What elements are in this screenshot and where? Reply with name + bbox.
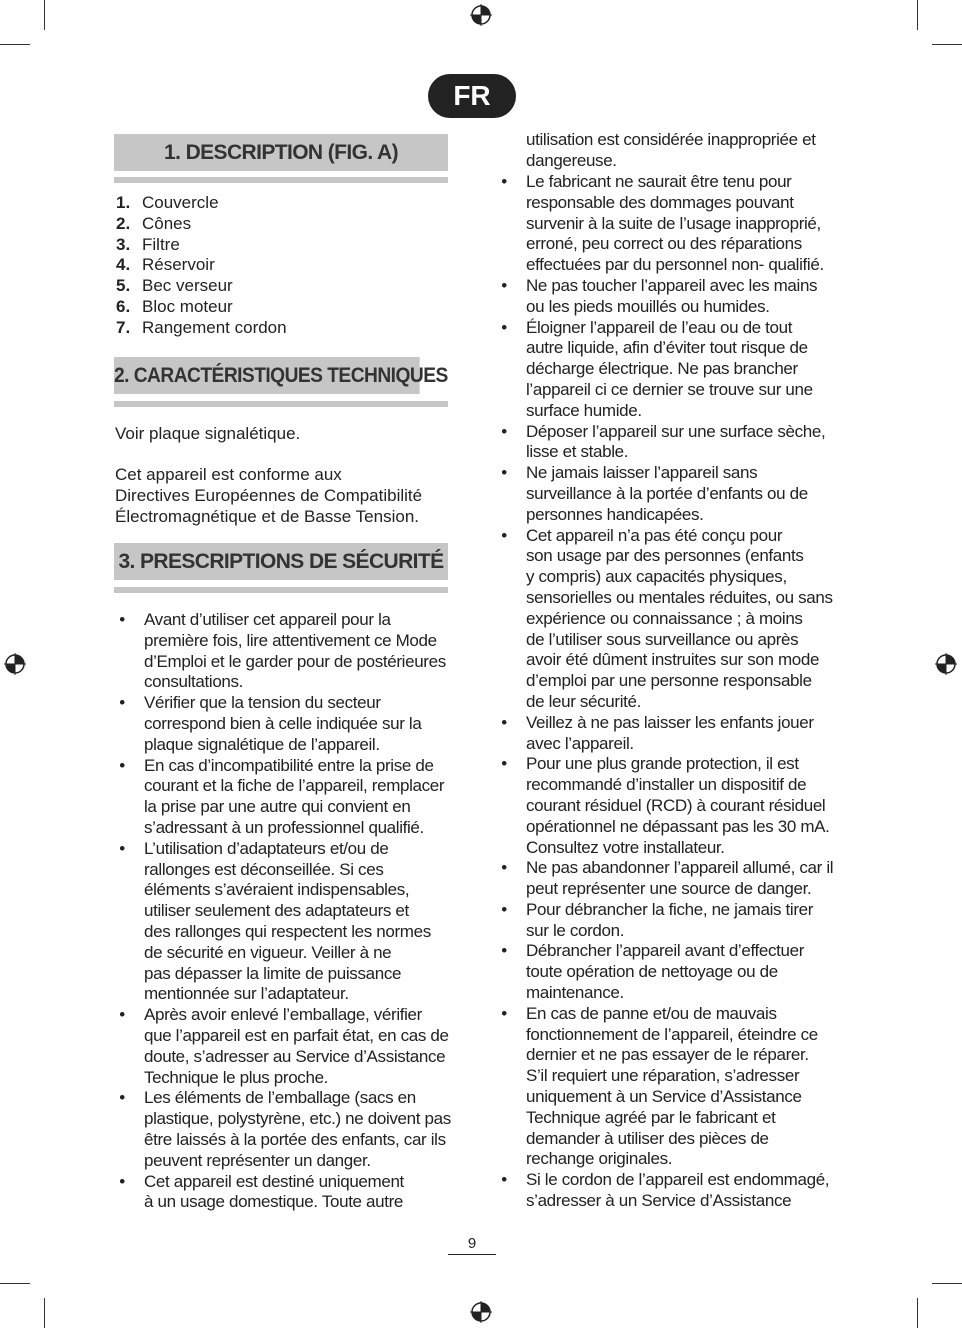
crop-mark	[932, 44, 962, 45]
text-line: recommandé d’installer un dispositif de	[526, 775, 807, 795]
text-line: de leur sécurité.	[526, 691, 642, 711]
page-number: 9	[467, 1235, 477, 1252]
text-line: courant et la fiche de l’appareil, remplacer	[144, 776, 445, 796]
text-line: peut représenter une source de danger.	[526, 879, 812, 899]
part-label: Cônes	[142, 213, 192, 233]
part-label: Filtre	[142, 234, 180, 254]
bullet-icon: •	[501, 1170, 507, 1190]
crop-mark	[917, 0, 918, 30]
bullet-icon: •	[501, 421, 507, 441]
text-line: Avant d’utiliser cet appareil pour la	[144, 610, 391, 629]
safety-bullet-item	[498, 941, 838, 1003]
heading-underline	[114, 401, 448, 407]
safety-bullet-item	[116, 756, 456, 839]
parts-list	[116, 193, 287, 339]
text-line: Consultez votre installateur.	[526, 837, 725, 857]
text-line: Électromagnétique et de Basse Tension.	[115, 506, 419, 526]
part-number: 4.	[116, 255, 131, 275]
text-line: avoir été dûment instruites sur son mode	[526, 650, 820, 670]
bullet-icon: •	[119, 1005, 125, 1025]
bullet-icon: •	[501, 899, 507, 919]
heading-underline	[114, 177, 448, 183]
part-item	[116, 255, 287, 276]
text-line: autre liquide, afin d’éviter tout risque de	[526, 338, 808, 358]
safety-bullet-item	[498, 318, 838, 422]
part-item	[116, 214, 287, 235]
registration-mark-icon	[935, 653, 957, 675]
text-line: L’utilisation d’adaptateurs et/ou de	[144, 838, 389, 858]
bullet-icon: •	[501, 463, 507, 483]
text-line: expérience ou connaissance ; à moins	[526, 608, 803, 628]
text-line: Si le cordon de l’appareil est endommagé,	[526, 1170, 830, 1190]
registration-mark-icon	[4, 653, 26, 675]
safety-bullet-item	[116, 1172, 456, 1214]
part-number: 7.	[116, 317, 131, 337]
safety-bullet-item	[116, 693, 456, 755]
text-line: de l’utiliser sous surveillance ou après	[526, 629, 799, 649]
text-line: mentionnée sur l’adaptateur.	[144, 984, 349, 1004]
safety-bullet-item	[498, 754, 838, 858]
part-item	[116, 318, 287, 339]
text-line: s’adressant à un professionnel qualifié.	[144, 817, 424, 837]
safety-bullet-item	[498, 172, 838, 276]
text-line: maintenance.	[526, 983, 624, 1003]
bullet-icon: •	[501, 1003, 507, 1023]
bullet-icon: •	[501, 275, 507, 295]
bullet-icon: •	[119, 755, 125, 775]
safety-bullet-item	[498, 713, 838, 755]
text-line: Déposer l’appareil sur une surface sèche,	[526, 421, 826, 441]
text-line: Technique agréé par le fabricant et	[526, 1107, 776, 1127]
language-badge: FR	[428, 74, 516, 118]
text-line: rallonges est déconseillée. Si ces	[144, 859, 384, 879]
part-number: 3.	[116, 234, 131, 254]
safety-bullet-item	[498, 1004, 838, 1170]
registration-mark-icon	[470, 1301, 492, 1323]
part-number: 1.	[116, 193, 131, 212]
text-line: première fois, lire attentivement ce Mode	[144, 630, 437, 650]
part-item	[116, 235, 287, 256]
bullet-icon: •	[119, 1088, 125, 1108]
section-heading-technical: 2. CARACTÉRISTIQUES TECHNIQUES	[114, 357, 420, 394]
text-line: Les éléments de l’emballage (sacs en	[144, 1088, 416, 1108]
safety-bullet-item	[116, 839, 456, 1005]
part-number: 6.	[116, 296, 131, 316]
safety-bullet-item	[116, 1088, 456, 1171]
text-line: l’appareil ci ce dernier se trouve sur une	[526, 379, 813, 399]
text-line: Pour une plus grande protection, il est	[526, 754, 799, 774]
bullet-icon: •	[119, 610, 125, 629]
text-line: erroné, peu correct ou des réparations	[526, 234, 802, 254]
text-line: sensorielles ou mentales réduites, ou sans	[526, 587, 833, 607]
bullet-icon: •	[119, 838, 125, 858]
text-line: demander à utiliser des pièces de	[526, 1128, 769, 1148]
text-line: correspond bien à celle indiquée sur la	[144, 713, 422, 733]
safety-bullet-item	[498, 900, 838, 942]
text-line: toute opération de nettoyage ou de	[526, 962, 778, 982]
crop-mark	[0, 44, 30, 45]
safety-bullet-list-right	[498, 172, 838, 1212]
text-line: doute, s’adresser au Service d’Assistance	[144, 1046, 446, 1066]
text-line: En cas de panne et/ou de mauvais	[526, 1003, 777, 1023]
rating-plate-note: Voir plaque signalétique.	[115, 424, 301, 443]
safety-bullet-item	[498, 526, 838, 713]
part-number: 2.	[116, 213, 131, 233]
text-line: Ne pas toucher l’appareil avec les mains	[526, 275, 818, 295]
text-line: Après avoir enlevé l’emballage, vérifier	[144, 1005, 422, 1025]
text-line: avec l’appareil.	[526, 733, 634, 753]
part-label: Bec verseur	[142, 276, 233, 296]
safety-bullet-item	[498, 276, 838, 318]
text-line: effectuées par du personnel non- qualifié.	[526, 255, 824, 275]
text-line: son usage par des personnes (enfants	[526, 546, 804, 566]
text-line: plastique, polystyrène, etc.) ne doivent pas	[144, 1109, 451, 1129]
safety-bullet-item	[498, 422, 838, 464]
text-line: survenir à la suite de l’usage inapproprié,	[526, 213, 821, 233]
text-line: dernier et ne pas essayer de le réparer.	[526, 1045, 809, 1065]
text-line: dangereuse.	[526, 150, 617, 170]
page-number-rule	[448, 1254, 496, 1255]
text-line: d’emploi par une personne responsable	[526, 671, 812, 691]
text-line: éléments s’avéraient indispensables,	[144, 880, 410, 900]
crop-mark	[917, 1298, 918, 1328]
text-line: de sécurité en vigueur. Veiller à ne	[144, 942, 392, 962]
text-line: être laissés à la portée des enfants, car ils	[144, 1129, 446, 1149]
text-line: décharge électrique. Ne pas brancher	[526, 359, 798, 379]
text-line: En cas d’incompatibilité entre la prise de	[144, 755, 434, 775]
bullet-icon: •	[119, 693, 125, 713]
text-line: la prise par une autre qui convient en	[144, 797, 411, 817]
text-line: Cet appareil n’a pas été conçu pour	[526, 525, 783, 545]
registration-mark-icon	[470, 4, 492, 26]
text-line: Ne jamais laisser l’appareil sans	[526, 463, 758, 483]
text-line: des rallonges qui respectent les normes	[144, 921, 431, 941]
text-line: Ne pas abandonner l’appareil allumé, car il	[526, 858, 834, 878]
section-heading-safety: 3. PRESCRIPTIONS DE SÉCURITÉ	[114, 543, 448, 580]
part-label: Bloc moteur	[142, 296, 233, 316]
text-line: sur le cordon.	[526, 920, 625, 940]
heading-underline	[114, 587, 448, 593]
text-line: fonctionnement de l’appareil, éteindre ce	[526, 1024, 818, 1044]
text-line: surface humide.	[526, 400, 642, 420]
continued-text	[526, 130, 836, 172]
text-line: Éloigner l’appareil de l’eau ou de tout	[526, 317, 793, 337]
safety-bullet-item	[116, 610, 456, 693]
text-line: ou les pieds mouillés ou humides.	[526, 296, 770, 316]
text-line: S’il requiert une réparation, s’adresser	[526, 1066, 800, 1086]
part-item	[116, 297, 287, 318]
part-label: Réservoir	[142, 255, 215, 275]
text-line: y compris) aux capacités physiques,	[526, 567, 787, 587]
text-line: responsable des dommages pouvant	[526, 192, 794, 212]
text-line: d’Emploi et le garder pour de postérieures	[144, 651, 446, 671]
bullet-icon: •	[501, 172, 507, 191]
crop-mark	[44, 1298, 45, 1328]
text-line: Cet appareil est conforme aux	[115, 465, 342, 484]
text-line: courant résiduel (RCD) à courant résiduel	[526, 795, 826, 815]
bullet-icon: •	[501, 317, 507, 337]
bullet-icon: •	[501, 754, 507, 774]
text-line: Veillez à ne pas laisser les enfants jouer	[526, 712, 814, 732]
safety-bullet-item	[498, 463, 838, 525]
text-line: consultations.	[144, 672, 244, 692]
crop-mark	[932, 1283, 962, 1284]
text-line: lisse et stable.	[526, 442, 629, 462]
bullet-icon: •	[119, 1171, 125, 1191]
text-line: Cet appareil est destiné uniquement	[144, 1171, 404, 1191]
text-line: peuvent représenter un danger.	[144, 1150, 371, 1170]
crop-mark	[0, 1283, 30, 1284]
bullet-icon: •	[501, 712, 507, 732]
section-heading-description: 1. DESCRIPTION (FIG. A)	[114, 134, 448, 171]
bullet-icon: •	[501, 858, 507, 878]
crop-mark	[44, 0, 45, 30]
text-line: pas dépasser la limite de puissance	[144, 963, 402, 983]
text-line: personnes handicapées.	[526, 504, 704, 524]
bullet-icon: •	[501, 525, 507, 545]
text-line: Directives Européennes de Compatibilité	[115, 485, 423, 505]
text-line: rechange originales.	[526, 1149, 673, 1169]
part-item	[116, 276, 287, 297]
text-line: utiliser seulement des adaptateurs et	[144, 901, 409, 921]
text-line: Le fabricant ne saurait être tenu pour	[526, 172, 792, 191]
conformity-statement	[115, 465, 455, 527]
text-line: utilisation est considérée inappropriée et	[526, 130, 816, 149]
safety-bullet-item	[116, 1005, 456, 1088]
part-label: Couvercle	[142, 193, 219, 212]
safety-bullet-item	[498, 1170, 838, 1212]
safety-bullet-list-left	[116, 610, 456, 1213]
text-line: Pour débrancher la fiche, ne jamais tirer	[526, 899, 814, 919]
text-line: Vérifier que la tension du secteur	[144, 693, 381, 713]
text-line: surveillance à la portée d’enfants ou de	[526, 483, 808, 503]
text-line: s’adresser à un Service d’Assistance	[526, 1191, 792, 1211]
text-line: Technique le plus proche.	[144, 1067, 329, 1087]
safety-bullet-item	[498, 858, 838, 900]
bullet-icon: •	[501, 941, 507, 961]
text-line: à un usage domestique. Toute autre	[144, 1192, 404, 1212]
text-line: opérationnel ne dépassant pas les 30 mA.	[526, 816, 830, 836]
text-line: que l’appareil est en parfait état, en cas de	[144, 1025, 449, 1045]
part-number: 5.	[116, 276, 131, 296]
text-line: plaque signalétique de l’appareil.	[144, 734, 380, 754]
text-line: Débrancher l’appareil avant d’effectuer	[526, 941, 805, 961]
part-label: Rangement cordon	[142, 317, 287, 337]
part-item	[116, 193, 287, 214]
text-line: uniquement à un Service d’Assistance	[526, 1087, 802, 1107]
